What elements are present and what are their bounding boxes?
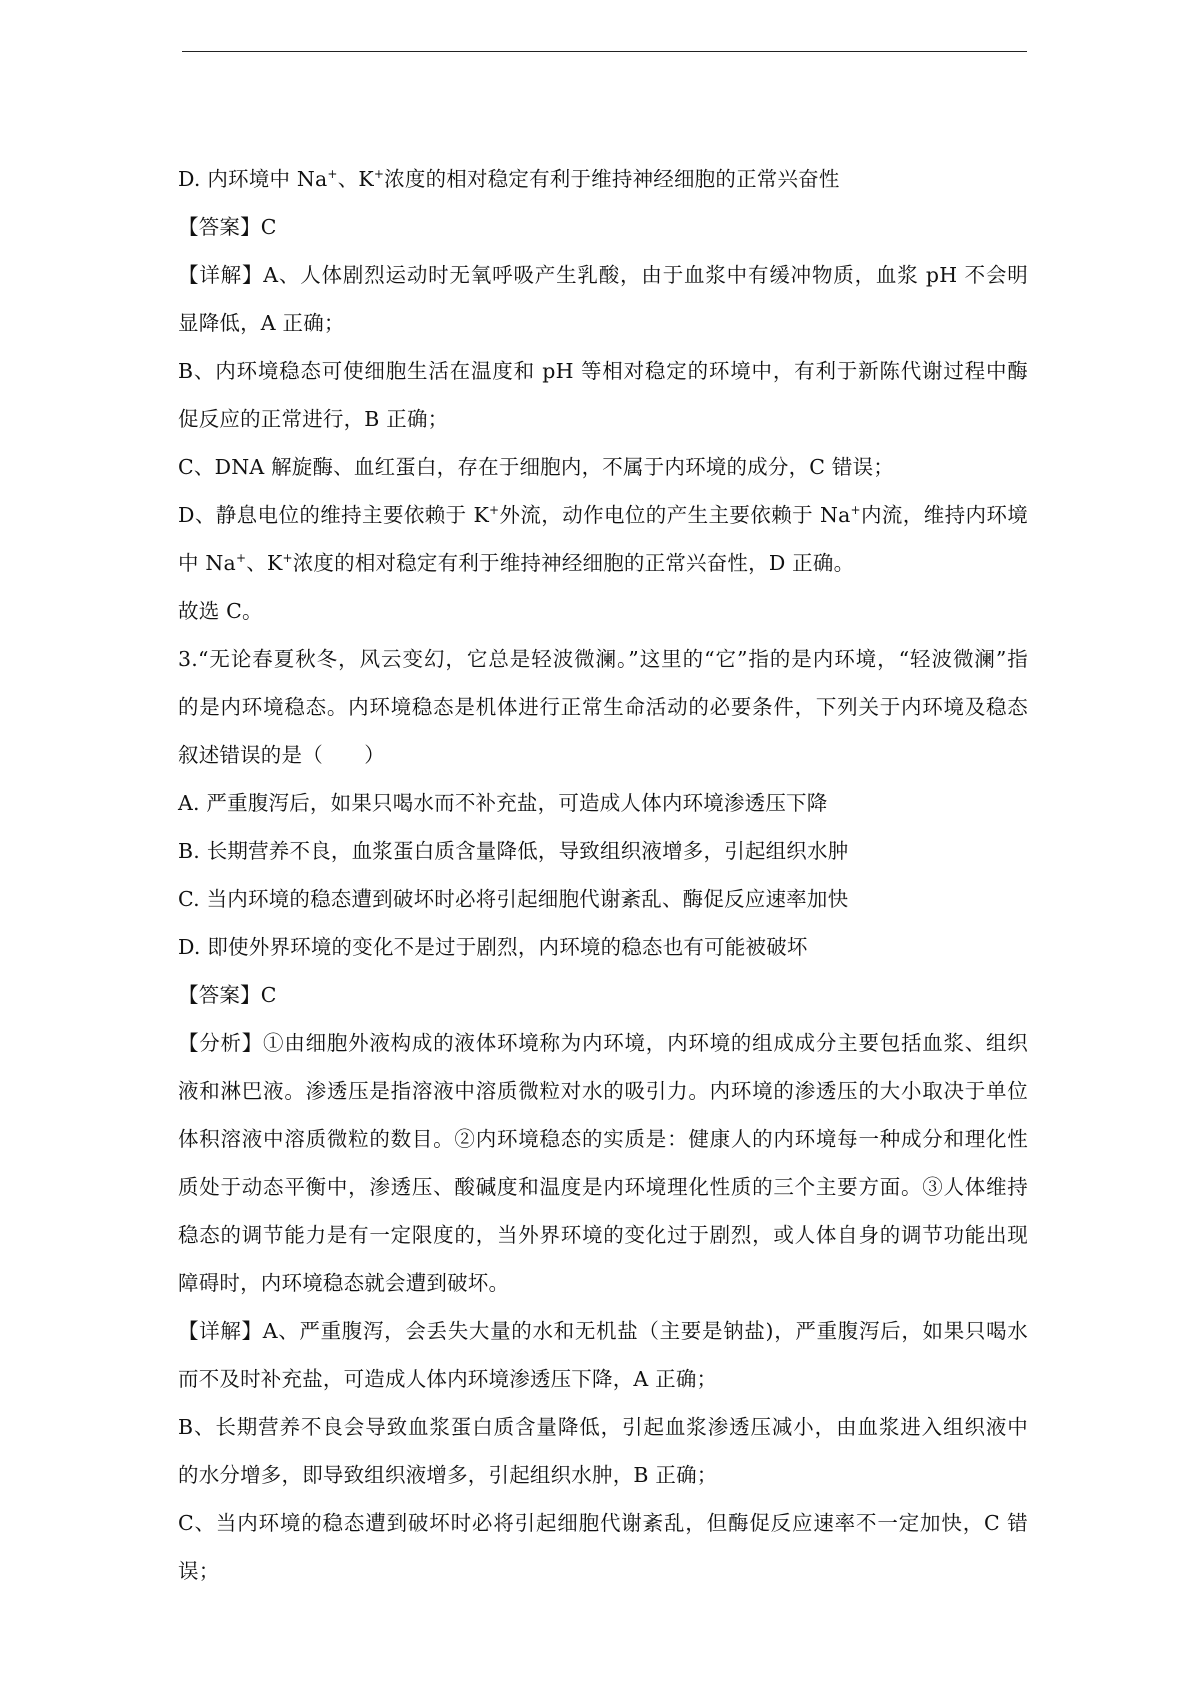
q3-detail-line: C、当内环境的稳态遭到破坏时必将引起细胞代谢紊乱，但酶促反应速率不一定加快，C 错: [178, 1511, 1028, 1535]
q2-detail-line: B、内环境稳态可使细胞生活在温度和 pH 等相对稳定的环境中，有利于新陈代谢过程中酶: [178, 359, 1028, 383]
q2-detail-line: 【详解】A、人体剧烈运动时无氧呼吸产生乳酸，由于血浆中有缓冲物质，血浆 pH 不会明: [178, 263, 1028, 287]
q3-stem-line: 的是内环境稳态。内环境稳态是机体进行正常生命活动的必要条件，下列关于内环境及稳态: [178, 695, 1028, 719]
q3-option-b: B. 长期营养不良，血浆蛋白质含量降低，导致组织液增多，引起组织水肿: [178, 839, 849, 863]
q3-analysis-line: 障碍时，内环境稳态就会遭到破坏。: [178, 1271, 510, 1295]
q3-stem-line: 叙述错误的是（ ）: [178, 743, 385, 767]
q3-stem-line: 3.“无论春夏秋冬，风云变幻，它总是轻波微澜。”这里的“它”指的是内环境，“轻波微澜”指: [178, 647, 1028, 671]
q2-option-d: D. 内环境中 Na+、K+浓度的相对稳定有利于维持神经细胞的正常兴奋性: [178, 167, 840, 191]
q2-detail-d-line2: 中 Na+、K+浓度的相对稳定有利于维持神经细胞的正常兴奋性，D 正确。: [178, 551, 855, 575]
q3-answer: 【答案】C: [178, 983, 277, 1007]
q2-detail-line: 显降低，A 正确；: [178, 311, 345, 335]
header-rule: [182, 51, 1027, 52]
q3-detail-line: 误；: [178, 1559, 220, 1583]
q3-detail-line: 的水分增多，即导致组织液增多，引起组织水肿，B 正确；: [178, 1463, 718, 1487]
q3-analysis-line: 稳态的调节能力是有一定限度的，当外界环境的变化过于剧烈，或人体自身的调节功能出现: [178, 1223, 1028, 1247]
q2-answer: 【答案】C: [178, 215, 277, 239]
q2-detail-line: 促反应的正常进行，B 正确；: [178, 407, 449, 431]
q3-option-c: C. 当内环境的稳态遭到破坏时必将引起细胞代谢紊乱、酶促反应速率加快: [178, 887, 849, 911]
q3-detail-line: 【详解】A、严重腹泻，会丢失大量的水和无机盐（主要是钠盐)，严重腹泻后，如果只喝水: [178, 1319, 1028, 1343]
q3-analysis-line: 液和淋巴液。渗透压是指溶液中溶质微粒对水的吸引力。内环境的渗透压的大小取决于单位: [178, 1079, 1028, 1103]
q3-analysis-line: 【分析】①由细胞外液构成的液体环境称为内环境，内环境的组成成分主要包括血浆、组织: [178, 1031, 1028, 1055]
q3-analysis-line: 体积溶液中溶质微粒的数目。②内环境稳态的实质是：健康人的内环境每一种成分和理化性: [178, 1127, 1028, 1151]
page-content: [178, 155, 1028, 1595]
q3-detail-line: 而不及时补充盐，可造成人体内环境渗透压下降，A 正确；: [178, 1367, 718, 1391]
q3-analysis-line: 质处于动态平衡中，渗透压、酸碱度和温度是内环境理化性质的三个主要方面。③人体维持: [178, 1175, 1028, 1199]
q3-option-d: D. 即使外界环境的变化不是过于剧烈，内环境的稳态也有可能被破坏: [178, 935, 808, 959]
q3-detail-line: B、长期营养不良会导致血浆蛋白质含量降低，引起血浆渗透压减小，由血浆进入组织液中: [178, 1415, 1028, 1439]
q3-option-a: A. 严重腹泻后，如果只喝水而不补充盐，可造成人体内环境渗透压下降: [178, 791, 828, 815]
q2-detail-line: C、DNA 解旋酶、血红蛋白，存在于细胞内，不属于内环境的成分，C 错误；: [178, 455, 894, 479]
q2-detail-d-line1: D、静息电位的维持主要依赖于 K+外流，动作电位的产生主要依赖于 Na+内流，维持内环境: [178, 503, 1029, 527]
q2-conclusion: 故选 C。: [178, 599, 263, 623]
